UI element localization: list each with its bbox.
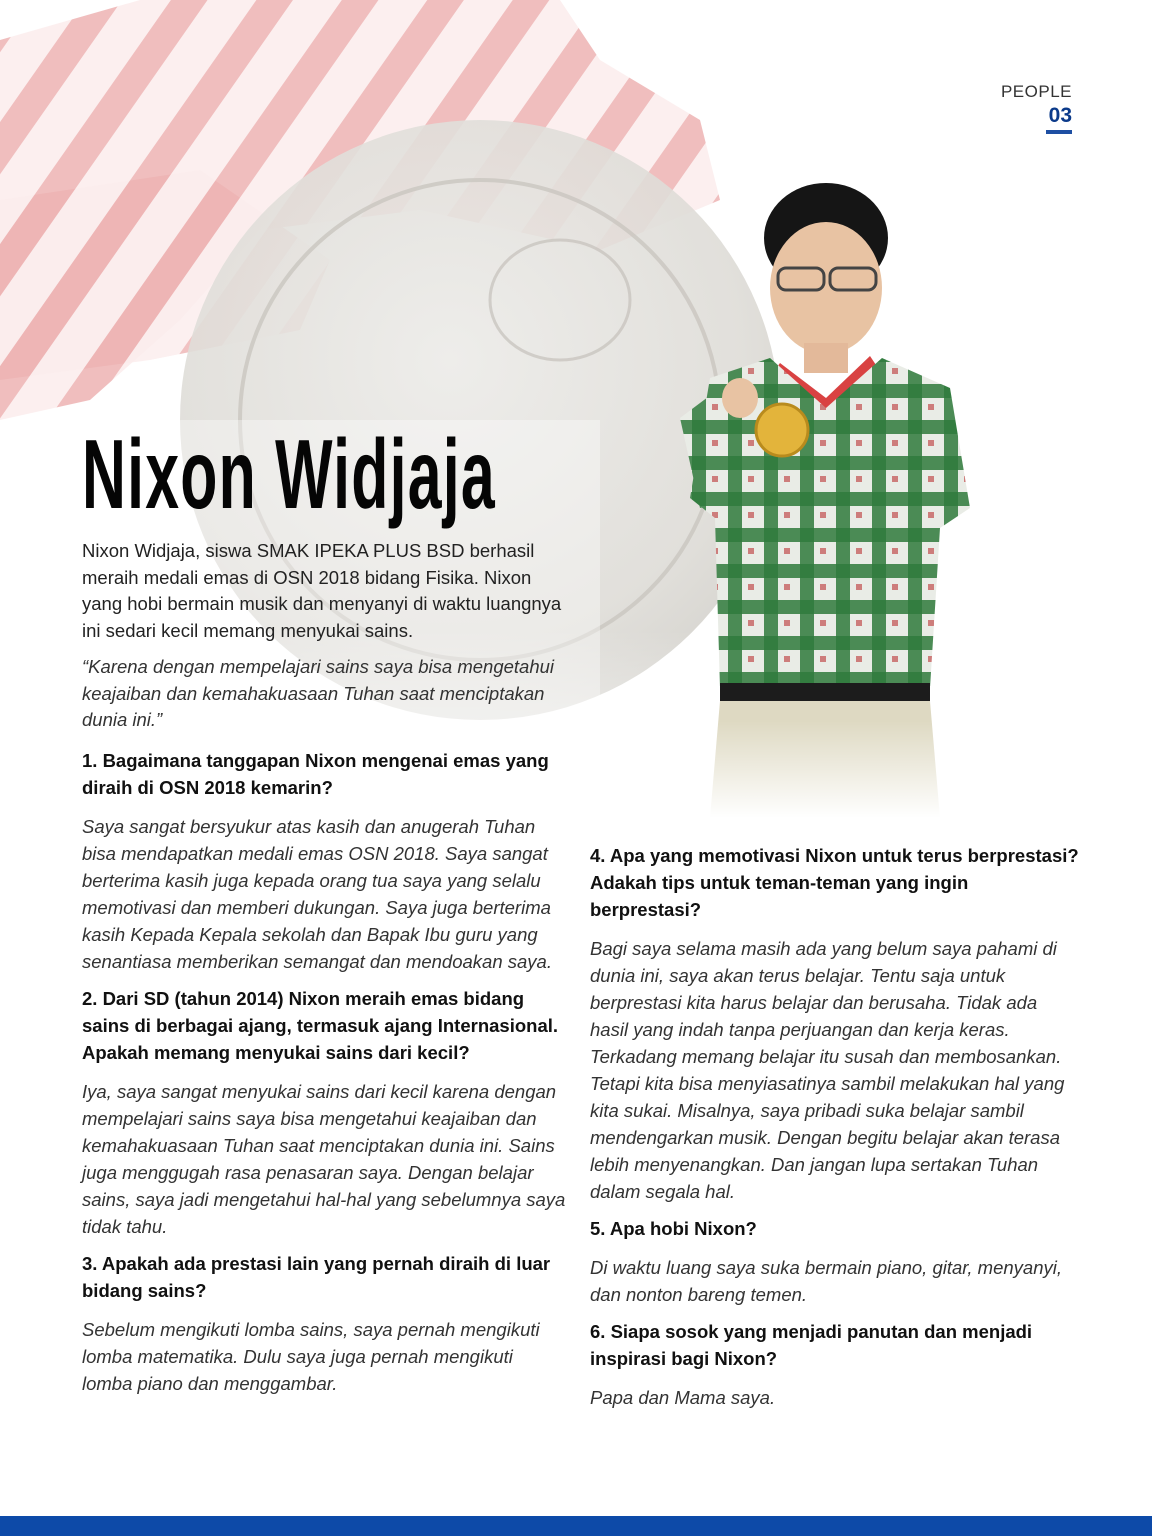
page-number: 03 [1048,104,1072,127]
answer-text: Iya, saya sangat menyukai sains dari kecil karena dengan mempelajari sains saya bisa mengetahui keajaiban dan kemahakuasaan Tuhan saat menciptakan dunia ini. Sains juga menggugah rasa penasaran saya. Dengan belajar sains, saya jadi mengetahui hal-hal yang sebelumnya saya tidak tahu. [82,1080,566,1237]
pull-quote: “Karena dengan mempelajari sains saya bisa mengetahui keajaiban dan kemahakuasaan Tuhan saat menciptakan dunia ini.” [82,656,555,730]
section-tag [1001,82,1072,134]
question-text: 6. Siapa sosok yang menjadi panutan dan menjadi inspirasi bagi Nixon? [590,1321,1033,1369]
question-text: 5. Apa hobi Nixon? [590,1218,757,1239]
answer-text: Saya sangat bersyukur atas kasih dan anugerah Tuhan bisa mendapatkan medali emas OSN 2018. Saya sangat berterima kasih juga kepada orang tua saya yang selalu memotivasi dan memberi dukungan. Saya juga berterima kasih Kepada Kepala sekolah dan Bapak Ibu guru yang senantiasa memberikan semangat dan mendoakan saya. [82,815,552,972]
left-column [82,538,566,1407]
answer-text: Sebelum mengikuti lomba sains, saya pernah mengikuti lomba matematika. Dulu saya juga pernah mengikuti lomba piano dan menggambar. [82,1318,540,1394]
qa-item [590,842,1080,1205]
page-number-underline [1046,130,1072,134]
article-title: Nixon Widjaja [82,419,496,529]
qa-item [82,985,566,1240]
question-text: 3. Apakah ada prestasi lain yang pernah diraih di luar bidang sains? [82,1252,551,1301]
section-label: PEOPLE [1000,82,1072,101]
footer-bar [0,1516,1152,1536]
answer-text: Papa dan Mama saya. [590,1387,776,1408]
intro-paragraph: Nixon Widjaja, siswa SMAK IPEKA PLUS BSD berhasil meraih medali emas di OSN 2018 bidang Fisika. Nixon yang hobi bermain musik dan menyanyi di waktu luangnya ini sedari kecil memang menyukai sains. [82,540,562,641]
question-text: 2. Dari SD (tahun 2014) Nixon meraih emas bidang sains di berbagai ajang, termasuk ajang Internasional. Apakah memang menyukai sains dari kecil? [82,987,559,1063]
portrait-photo [620,168,980,818]
qa-item [590,1215,1080,1308]
qa-item [82,1250,566,1397]
answer-text: Bagi saya selama masih ada yang belum saya pahami di dunia ini, saya akan terus belajar. Tentu saja untuk berprestasi kita harus belajar dan berusaha. Tidak ada hasil yang indah tanpa perjuangan dan kerja keras. Terkadang memang belajar itu susah dan membosankan. Tetapi kita bisa menyiasatinya sambil melakukan hal yang kita sukai. Misalnya, saya pribadi suka belajar sambil mendengarkan musik. Dengan begitu belajar akan terasa lebih menyenangkan. Dan jangan lupa sertakan Tuhan dalam segala hal. [590,938,1065,1202]
answer-text: Di waktu luang saya suka bermain piano, gitar, menyanyi, dan nonton bareng temen. [590,1257,1063,1305]
right-column [590,842,1080,1421]
qa-item [82,747,566,975]
qa-item [590,1318,1080,1411]
question-text: 1. Bagaimana tanggapan Nixon mengenai emas yang diraih di OSN 2018 kemarin? [82,749,549,798]
question-text: 4. Apa yang memotivasi Nixon untuk terus berprestasi? Adakah tips untuk teman-teman yang ingin berprestasi? [590,845,1079,920]
